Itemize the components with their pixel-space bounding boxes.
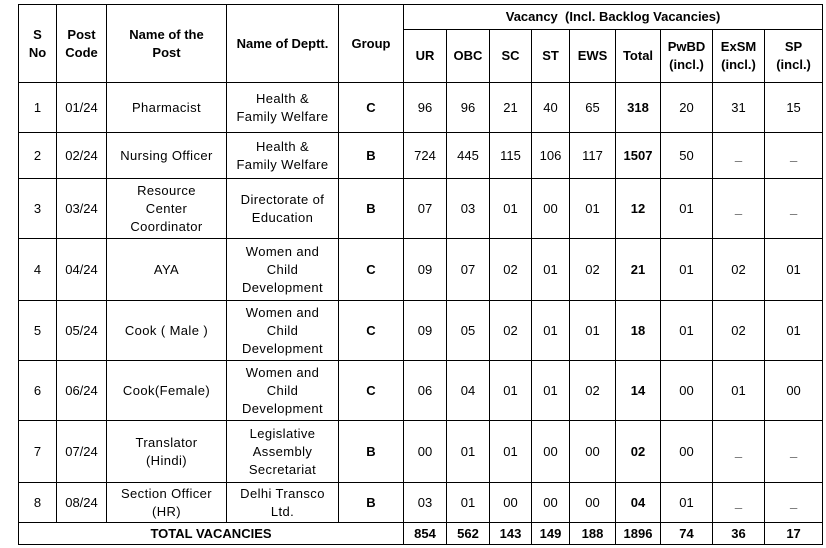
cell-ur: 00 — [404, 421, 447, 483]
cell-pwbd: 00 — [661, 361, 713, 421]
cell-ews: 117 — [570, 133, 616, 179]
cell-post-name: Nursing Officer — [107, 133, 227, 179]
cell-ews: 00 — [570, 421, 616, 483]
cell-sc: 01 — [490, 179, 532, 239]
total-ur: 854 — [404, 523, 447, 545]
cell-obc: 07 — [447, 239, 490, 301]
cell-total: 04 — [616, 483, 661, 523]
cell-exsm: _ — [713, 421, 765, 483]
cell-exsm: 02 — [713, 239, 765, 301]
table-row — [19, 421, 823, 483]
cell-pwbd: 01 — [661, 239, 713, 301]
cell-obc: 445 — [447, 133, 490, 179]
total-obc: 562 — [447, 523, 490, 545]
cell-pwbd: 00 — [661, 421, 713, 483]
cell-total: 02 — [616, 421, 661, 483]
header-pwbd: PwBD (incl.) — [661, 30, 713, 83]
cell-post-name: Translator (Hindi) — [107, 421, 227, 483]
cell-post-name: Pharmacist — [107, 83, 227, 133]
cell-dept: Women and Child Development — [227, 239, 339, 301]
cell-obc: 01 — [447, 483, 490, 523]
cell-st: 01 — [532, 239, 570, 301]
total-total: 1896 — [616, 523, 661, 545]
cell-sno: 8 — [19, 483, 57, 523]
cell-exsm: _ — [713, 133, 765, 179]
cell-total: 318 — [616, 83, 661, 133]
cell-ews: 01 — [570, 179, 616, 239]
cell-dept: Women and Child Development — [227, 301, 339, 361]
header-vacancy: Vacancy (Incl. Backlog Vacancies) — [404, 5, 823, 30]
cell-post-code: 08/24 — [57, 483, 107, 523]
cell-ur: 06 — [404, 361, 447, 421]
total-sc: 143 — [490, 523, 532, 545]
cell-obc: 96 — [447, 83, 490, 133]
cell-ur: 09 — [404, 301, 447, 361]
cell-post-name: AYA — [107, 239, 227, 301]
cell-obc: 03 — [447, 179, 490, 239]
cell-sp: 01 — [765, 239, 823, 301]
cell-post-code: 01/24 — [57, 83, 107, 133]
vacancy-table — [18, 4, 823, 545]
cell-post-name: Section Officer (HR) — [107, 483, 227, 523]
header-total: Total — [616, 30, 661, 83]
cell-sno: 1 — [19, 83, 57, 133]
cell-st: 40 — [532, 83, 570, 133]
header-sc: SC — [490, 30, 532, 83]
header-sno: S No — [19, 5, 57, 83]
cell-sp: 00 — [765, 361, 823, 421]
total-st: 149 — [532, 523, 570, 545]
header-obc: OBC — [447, 30, 490, 83]
cell-group: C — [339, 301, 404, 361]
cell-post-code: 06/24 — [57, 361, 107, 421]
header-post-code: Post Code — [57, 5, 107, 83]
cell-sno: 7 — [19, 421, 57, 483]
table-row — [19, 239, 823, 301]
table-row — [19, 83, 823, 133]
header-sp: SP (incl.) — [765, 30, 823, 83]
cell-group: B — [339, 179, 404, 239]
cell-post-code: 07/24 — [57, 421, 107, 483]
cell-ews: 65 — [570, 83, 616, 133]
cell-sc: 01 — [490, 361, 532, 421]
cell-ur: 07 — [404, 179, 447, 239]
cell-dept: Health & Family Welfare — [227, 83, 339, 133]
total-pwbd: 74 — [661, 523, 713, 545]
cell-post-name: Cook ( Male ) — [107, 301, 227, 361]
cell-sno: 4 — [19, 239, 57, 301]
cell-sc: 02 — [490, 301, 532, 361]
cell-sc: 02 — [490, 239, 532, 301]
cell-group: C — [339, 361, 404, 421]
cell-sc: 115 — [490, 133, 532, 179]
table-row — [19, 179, 823, 239]
cell-sno: 3 — [19, 179, 57, 239]
cell-pwbd: 20 — [661, 83, 713, 133]
cell-group: B — [339, 421, 404, 483]
cell-sp: _ — [765, 483, 823, 523]
cell-exsm: _ — [713, 483, 765, 523]
cell-pwbd: 01 — [661, 483, 713, 523]
cell-sp: _ — [765, 179, 823, 239]
cell-sp: _ — [765, 421, 823, 483]
cell-total: 18 — [616, 301, 661, 361]
cell-post-code: 05/24 — [57, 301, 107, 361]
cell-sno: 6 — [19, 361, 57, 421]
cell-sp: 01 — [765, 301, 823, 361]
cell-total: 1507 — [616, 133, 661, 179]
cell-st: 00 — [532, 421, 570, 483]
total-sp: 17 — [765, 523, 823, 545]
totals-label: TOTAL VACANCIES — [19, 523, 404, 545]
cell-st: 00 — [532, 179, 570, 239]
cell-group: C — [339, 239, 404, 301]
total-ews: 188 — [570, 523, 616, 545]
cell-total: 12 — [616, 179, 661, 239]
cell-st: 00 — [532, 483, 570, 523]
cell-st: 01 — [532, 301, 570, 361]
cell-obc: 04 — [447, 361, 490, 421]
header-exsm: ExSM (incl.) — [713, 30, 765, 83]
cell-post-code: 04/24 — [57, 239, 107, 301]
cell-obc: 01 — [447, 421, 490, 483]
table-row — [19, 361, 823, 421]
cell-sp: 15 — [765, 83, 823, 133]
totals-row — [19, 523, 823, 545]
cell-ews: 02 — [570, 239, 616, 301]
cell-sc: 00 — [490, 483, 532, 523]
cell-group: B — [339, 133, 404, 179]
cell-sno: 2 — [19, 133, 57, 179]
cell-sno: 5 — [19, 301, 57, 361]
cell-total: 21 — [616, 239, 661, 301]
cell-dept: Legislative Assembly Secretariat — [227, 421, 339, 483]
cell-total: 14 — [616, 361, 661, 421]
cell-post-name: Resource Center Coordinator — [107, 179, 227, 239]
cell-ur: 03 — [404, 483, 447, 523]
cell-sc: 01 — [490, 421, 532, 483]
cell-ur: 96 — [404, 83, 447, 133]
cell-dept: Directorate of Education — [227, 179, 339, 239]
header-st: ST — [532, 30, 570, 83]
table-body — [19, 83, 823, 545]
header-ur: UR — [404, 30, 447, 83]
cell-pwbd: 01 — [661, 301, 713, 361]
cell-pwbd: 01 — [661, 179, 713, 239]
total-exsm: 36 — [713, 523, 765, 545]
cell-post-name: Cook(Female) — [107, 361, 227, 421]
cell-obc: 05 — [447, 301, 490, 361]
cell-sc: 21 — [490, 83, 532, 133]
cell-ur: 724 — [404, 133, 447, 179]
cell-group: B — [339, 483, 404, 523]
cell-ews: 01 — [570, 301, 616, 361]
cell-post-code: 03/24 — [57, 179, 107, 239]
cell-st: 106 — [532, 133, 570, 179]
cell-dept: Women and Child Development — [227, 361, 339, 421]
cell-st: 01 — [532, 361, 570, 421]
header-group: Group — [339, 5, 404, 83]
cell-pwbd: 50 — [661, 133, 713, 179]
cell-ews: 02 — [570, 361, 616, 421]
cell-group: C — [339, 83, 404, 133]
cell-exsm: 02 — [713, 301, 765, 361]
table-row — [19, 301, 823, 361]
cell-ur: 09 — [404, 239, 447, 301]
cell-dept: Health & Family Welfare — [227, 133, 339, 179]
table-row — [19, 483, 823, 523]
cell-dept: Delhi Transco Ltd. — [227, 483, 339, 523]
cell-exsm: 31 — [713, 83, 765, 133]
cell-ews: 00 — [570, 483, 616, 523]
header-ews: EWS — [570, 30, 616, 83]
cell-post-code: 02/24 — [57, 133, 107, 179]
table-row — [19, 133, 823, 179]
cell-exsm: 01 — [713, 361, 765, 421]
header-dept: Name of Deptt. — [227, 5, 339, 83]
cell-exsm: _ — [713, 179, 765, 239]
cell-sp: _ — [765, 133, 823, 179]
header-post-name: Name of the Post — [107, 5, 227, 83]
